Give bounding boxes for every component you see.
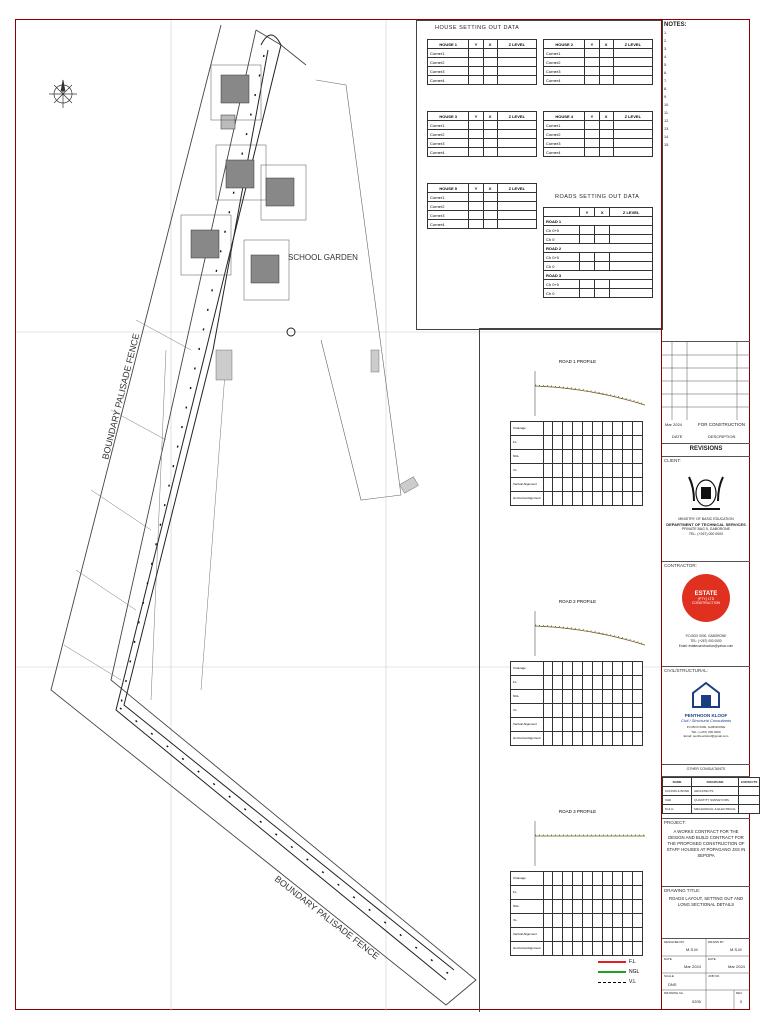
house-table — [427, 111, 537, 157]
drawn-by-label: DRAWN BY — [708, 940, 725, 944]
designed-by-label: DESIGNED BY — [664, 940, 685, 944]
col-header: Y — [469, 112, 483, 121]
civil-line1: P.O.BOX 0000, GABORONE — [686, 725, 726, 729]
client-label: CLIENT: — [664, 458, 681, 463]
table-row: Corner1 — [428, 121, 537, 130]
col-header: X — [599, 112, 613, 121]
road-table: Y X Z LEVEL ROAD 1 Ch 0+0 Ch 0 ROAD 2 Ch 0+0 Ch 0 ROAD 3 Ch 0+0 Ch 0 — [543, 207, 653, 298]
note-item: 10. — [664, 103, 670, 107]
table-row: Chainage — [511, 662, 643, 676]
table-row: Vertical Alignment — [511, 928, 643, 942]
table-row: Corner1 — [544, 121, 653, 130]
road-profile — [510, 599, 645, 746]
legend-ngl: NGL — [629, 969, 640, 975]
rev: 0 — [740, 999, 743, 1004]
table-row: Corner4 — [544, 148, 653, 157]
table-row: Ch 0 — [544, 289, 653, 298]
contractor-box — [662, 562, 750, 667]
civil-logo-icon — [691, 681, 721, 709]
col-header: Y — [469, 184, 483, 193]
table-row: Corner4 — [428, 148, 537, 157]
note-item: 4. — [664, 55, 668, 59]
notes-title: NOTES: — [664, 22, 687, 28]
table-row: NGL — [511, 690, 643, 704]
table-row: K&D QUANTITY SURVEYORS — [663, 796, 760, 805]
civil-box — [662, 667, 750, 777]
fence-label-2: BOUNDARY PALISADE FENCE — [272, 873, 382, 962]
legend — [598, 959, 658, 985]
profiles-panel — [479, 328, 662, 1012]
col-header: HOUSE 5 — [428, 184, 469, 193]
consultants-box — [662, 777, 758, 819]
note-item: 1. — [664, 31, 668, 35]
table-row: Corner1 — [428, 193, 537, 202]
consultants-table: NAME DISCIPLINE CONTACTS COUNIN & BOND ARCHITECTS K&D QUANTITY SURVEYORS M & G MECHANICAL & ELECTRICAL — [662, 777, 760, 814]
civil-name: PENTHOON KLOOF — [684, 713, 728, 718]
client-box — [662, 457, 750, 562]
table-row: Corner4 — [428, 76, 537, 85]
drawing-title-label: DRAWING TITLE: — [664, 888, 701, 893]
school-garden-label: SCHOOL GARDEN — [288, 253, 358, 262]
notes-box — [662, 20, 750, 342]
scale-label: SCALE — [664, 974, 674, 978]
date-2: Mar 2024 — [728, 964, 745, 969]
contractor-line2: TEL: (+267) 000 0000 — [690, 639, 722, 643]
legend-vl: V.L — [629, 979, 637, 985]
logo-top: ESTATE — [694, 591, 718, 597]
col-header: Z LEVEL — [613, 40, 652, 49]
logo-bot: CONSTRUCTION — [691, 601, 721, 605]
table-row: Horizontal Alignment — [511, 492, 643, 506]
table-row: Corner3 — [544, 139, 653, 148]
title-block — [661, 20, 758, 1009]
table-row: V.L — [511, 704, 643, 718]
client-line4: TEL: (+267) 000 0000 — [688, 532, 724, 536]
table-row: Corner3 — [428, 211, 537, 220]
note-item: 14. — [664, 135, 670, 139]
col-header: Y — [469, 40, 483, 49]
profile-graph — [510, 366, 645, 416]
date-label-2: DATE — [708, 957, 716, 961]
table-row: Corner4 — [428, 220, 537, 229]
col-header: Z LEVEL — [613, 112, 652, 121]
col-header: HOUSE 2 — [544, 40, 585, 49]
table-row: Ch 0+0 — [544, 253, 653, 262]
revisions-box — [662, 342, 750, 457]
drawing-no-label: DRAWING No. — [664, 991, 684, 995]
table-row: Chainage — [511, 872, 643, 886]
legend-fl-line — [598, 961, 626, 963]
house-table — [543, 39, 653, 85]
legend-vl-line — [598, 982, 626, 983]
table-row: Chainage — [511, 422, 643, 436]
road-profile — [510, 359, 645, 506]
col-header: Z LEVEL — [497, 184, 536, 193]
table-row: Corner2 — [428, 130, 537, 139]
legend-fl: F.L — [629, 959, 636, 965]
table-row: Ch 0 — [544, 235, 653, 244]
drawing-info-box — [662, 939, 750, 1009]
profile-table — [510, 661, 643, 746]
civil-line3: Email: penthoonkloof@gmail.com — [683, 734, 729, 738]
note-item: 8. — [664, 87, 668, 91]
col-header: Y — [585, 40, 599, 49]
col-header: Y — [585, 112, 599, 121]
note-item: 2. — [664, 39, 668, 43]
project-text: A WORKS CONTRACT FOR THE DESIGN AND BUILD CONTRACT FOR THE PROPOSED CONSTRUCTION OF STAFF HOUSES AT POPAGANO JSS IN SEPOPA — [666, 829, 746, 858]
table-row: Ch 0+0 — [544, 226, 653, 235]
profile-graph — [510, 606, 645, 656]
drawing-title-text: ROADS LAYOUT, SETTING OUT AND LONG SECTIONAL DETAILS — [668, 896, 744, 907]
house-table — [427, 183, 537, 229]
note-item: 13. — [664, 127, 670, 131]
table-row: Horizontal Alignment — [511, 732, 643, 746]
table-row: Corner3 — [428, 67, 537, 76]
client-line2: DEPARTMENT OF TECHNICAL SERVICES — [666, 522, 746, 527]
legend-ngl-line — [598, 971, 626, 973]
col-header: X — [599, 40, 613, 49]
road-setting-title: ROADS SETTING OUT DATA — [555, 194, 640, 200]
date-label-1: DATE — [664, 957, 672, 961]
house-table — [543, 111, 653, 157]
profile-graph — [510, 816, 645, 866]
house-setting-title: HOUSE SETTING OUT DATA — [435, 25, 520, 31]
house-table — [427, 39, 537, 85]
setting-out-panel — [416, 20, 663, 330]
note-item: 7. — [664, 79, 668, 83]
table-row: Horizontal Alignment — [511, 942, 643, 956]
col-header: HOUSE 1 — [428, 40, 469, 49]
coat-of-arms-icon — [686, 469, 726, 513]
table-row: COUNIN & BOND ARCHITECTS — [663, 787, 760, 796]
note-item: 12. — [664, 119, 670, 123]
contractor-logo — [682, 574, 730, 622]
table-row: NGL — [511, 450, 643, 464]
revisions-title: REVISIONS — [662, 443, 750, 452]
civil-line2: TEL: (+267) 000 0000 — [691, 729, 721, 734]
table-row: M & G MECHANICAL & ELECTRICAL — [663, 805, 760, 814]
table-row: V.L — [511, 914, 643, 928]
note-item: 3. — [664, 47, 668, 51]
rev-date: Mar 2024 — [665, 422, 682, 427]
table-row: F.L — [511, 886, 643, 900]
table-row: F.L — [511, 676, 643, 690]
drawing-sheet — [15, 19, 758, 1010]
table-row: F.L — [511, 436, 643, 450]
note-item: 6. — [664, 71, 668, 75]
col-header: X — [483, 184, 497, 193]
table-row: Ch 0 — [544, 262, 653, 271]
rev-date-label: DATE — [672, 434, 683, 439]
profile-title: ROAD 3 PROFILE — [558, 809, 597, 814]
drawing-no: 0205 — [692, 999, 701, 1004]
table-row: Corner2 — [544, 58, 653, 67]
project-box — [662, 819, 750, 887]
drawing-title-box — [662, 887, 750, 939]
north-arrow-icon — [49, 80, 77, 108]
table-row: Corner4 — [544, 76, 653, 85]
civil-label: CIVIL/STRUCTURAL: — [664, 668, 709, 673]
profile-table — [510, 421, 643, 506]
col-header: HOUSE 4 — [544, 112, 585, 121]
designed-by: M.S.M — [686, 947, 698, 952]
fence-label-1: BOUNDARY PALISADE FENCE — [100, 332, 142, 461]
note-item: 11. — [664, 111, 669, 115]
profile-table — [510, 871, 643, 956]
contractor-line1: P.O.BOX 0000, GABORONE — [685, 634, 727, 638]
table-row: Corner2 — [428, 202, 537, 211]
contractor-line3: Email: estateconstruction@yahoo.com — [678, 644, 734, 648]
project-label: PROJECT: — [664, 820, 686, 825]
civil-sub: Civil / Structural Consultants — [680, 718, 732, 723]
table-row: Vertical Alignment — [511, 478, 643, 492]
table-row: Corner3 — [428, 139, 537, 148]
note-item: 15. — [664, 143, 670, 147]
table-row: Corner1 — [428, 49, 537, 58]
note-item: 5. — [664, 63, 668, 67]
col-header: X — [483, 40, 497, 49]
note-item: 9. — [664, 95, 668, 99]
road-profile — [510, 809, 645, 956]
consultants-title: OTHER CONSULTANTS — [662, 764, 750, 771]
contractor-label: CONTRACTOR: — [664, 563, 697, 568]
col-header: Z LEVEL — [497, 112, 536, 121]
rev-desc: FOR CONSTRUCTION — [698, 422, 745, 427]
logo-mid: (PTY) LTD — [697, 597, 715, 601]
profile-title: ROAD 1 PROFILE — [558, 359, 597, 364]
drawn-by: M.S.M — [730, 947, 742, 952]
table-row: Vertical Alignment — [511, 718, 643, 732]
profile-title: ROAD 2 PROFILE — [558, 599, 597, 604]
table-row: Corner3 — [544, 67, 653, 76]
scale: DNS — [668, 982, 677, 987]
client-line3: PRIVATE BAG 5, GABORONE — [682, 527, 730, 531]
client-line1: MINISTRY OF BASIC EDUCATION — [678, 517, 734, 521]
table-row: Corner2 — [428, 58, 537, 67]
rev-desc-label: DESCRIPTION — [708, 434, 736, 439]
rev-label: REV — [736, 991, 743, 995]
col-header: HOUSE 3 — [428, 112, 469, 121]
table-row: NGL — [511, 900, 643, 914]
table-row: V.L — [511, 464, 643, 478]
job-label: JOB NO. — [708, 974, 721, 978]
table-row: Corner2 — [544, 130, 653, 139]
table-row: Corner1 — [544, 49, 653, 58]
date-1: Mar 2024 — [684, 964, 701, 969]
table-row: Ch 0+0 — [544, 280, 653, 289]
col-header: X — [483, 112, 497, 121]
col-header: Z LEVEL — [497, 40, 536, 49]
